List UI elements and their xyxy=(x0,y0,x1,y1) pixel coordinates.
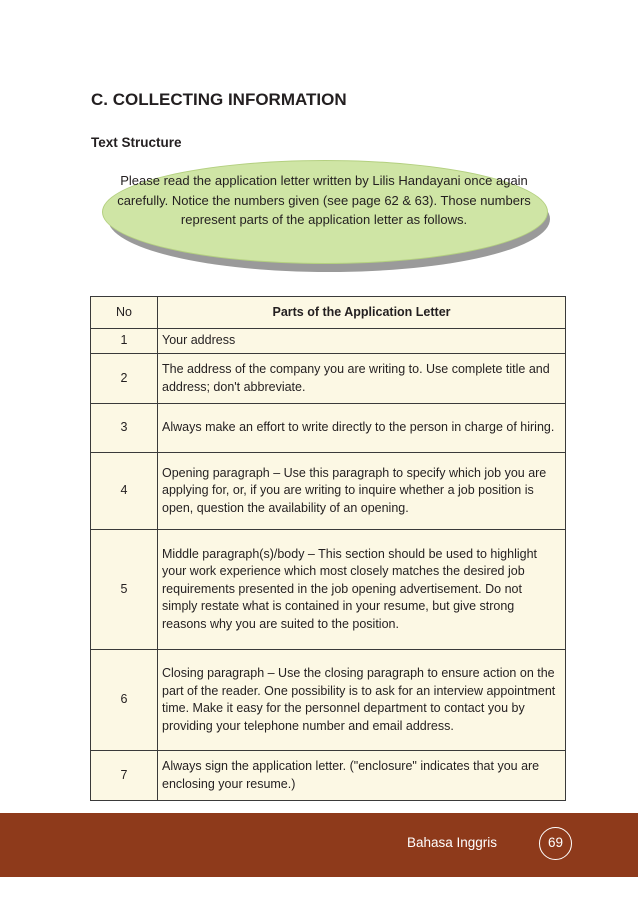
section-title: C. COLLECTING INFORMATION xyxy=(91,90,347,109)
row-description: Opening paragraph – Use this paragraph to specify which job you are applying for, or, if you are writing to inquire whether a job position is open, question the availability of an opening. xyxy=(158,453,566,530)
table-header-row xyxy=(91,297,566,329)
table-row xyxy=(91,404,566,453)
row-number: 4 xyxy=(91,453,158,530)
row-description: The address of the company you are writing to. Use complete title and address; don't abbreviate. xyxy=(158,354,566,404)
row-number: 5 xyxy=(91,530,158,650)
row-description: Always make an effort to write directly to the person in charge of hiring. xyxy=(158,404,566,453)
table-row xyxy=(91,453,566,530)
row-number: 6 xyxy=(91,650,158,751)
parts-table xyxy=(90,296,566,801)
column-header-parts: Parts of the Application Letter xyxy=(158,297,566,329)
row-number: 2 xyxy=(91,354,158,404)
page-number-badge: 69 xyxy=(539,827,572,860)
row-description: Closing paragraph – Use the closing paragraph to ensure action on the part of the reader. One possibility is to ask for an interview appointment time. Make it easy for the personnel department to contact you by providing your telephone number and email address. xyxy=(158,650,566,751)
row-number: 3 xyxy=(91,404,158,453)
table-row xyxy=(91,530,566,650)
row-description: Your address xyxy=(158,329,566,354)
footer-book-title: Bahasa Inggris xyxy=(407,835,498,850)
section-subtitle: Text Structure xyxy=(91,135,182,150)
table-row xyxy=(91,329,566,354)
column-header-no: No xyxy=(91,297,158,329)
row-description: Always sign the application letter. ("enclosure" indicates that you are enclosing your resume.) xyxy=(158,751,566,801)
row-number: 1 xyxy=(91,329,158,354)
table-row xyxy=(91,751,566,801)
callout-text: Please read the application letter written by Lilis Handayani once again carefully. Notice the numbers given (see page 62 & 63). Those numbers represent parts of the application letter as follows. xyxy=(117,173,531,227)
row-number: 7 xyxy=(91,751,158,801)
table-row xyxy=(91,354,566,404)
table-row xyxy=(91,650,566,751)
row-description: Middle paragraph(s)/body – This section should be used to highlight your work experience which most closely matches the desired job requirements presented in the job opening advertisement. Do not simply restate what is contained in your resume, but give strong reasons why you are suited to the position. xyxy=(158,530,566,650)
